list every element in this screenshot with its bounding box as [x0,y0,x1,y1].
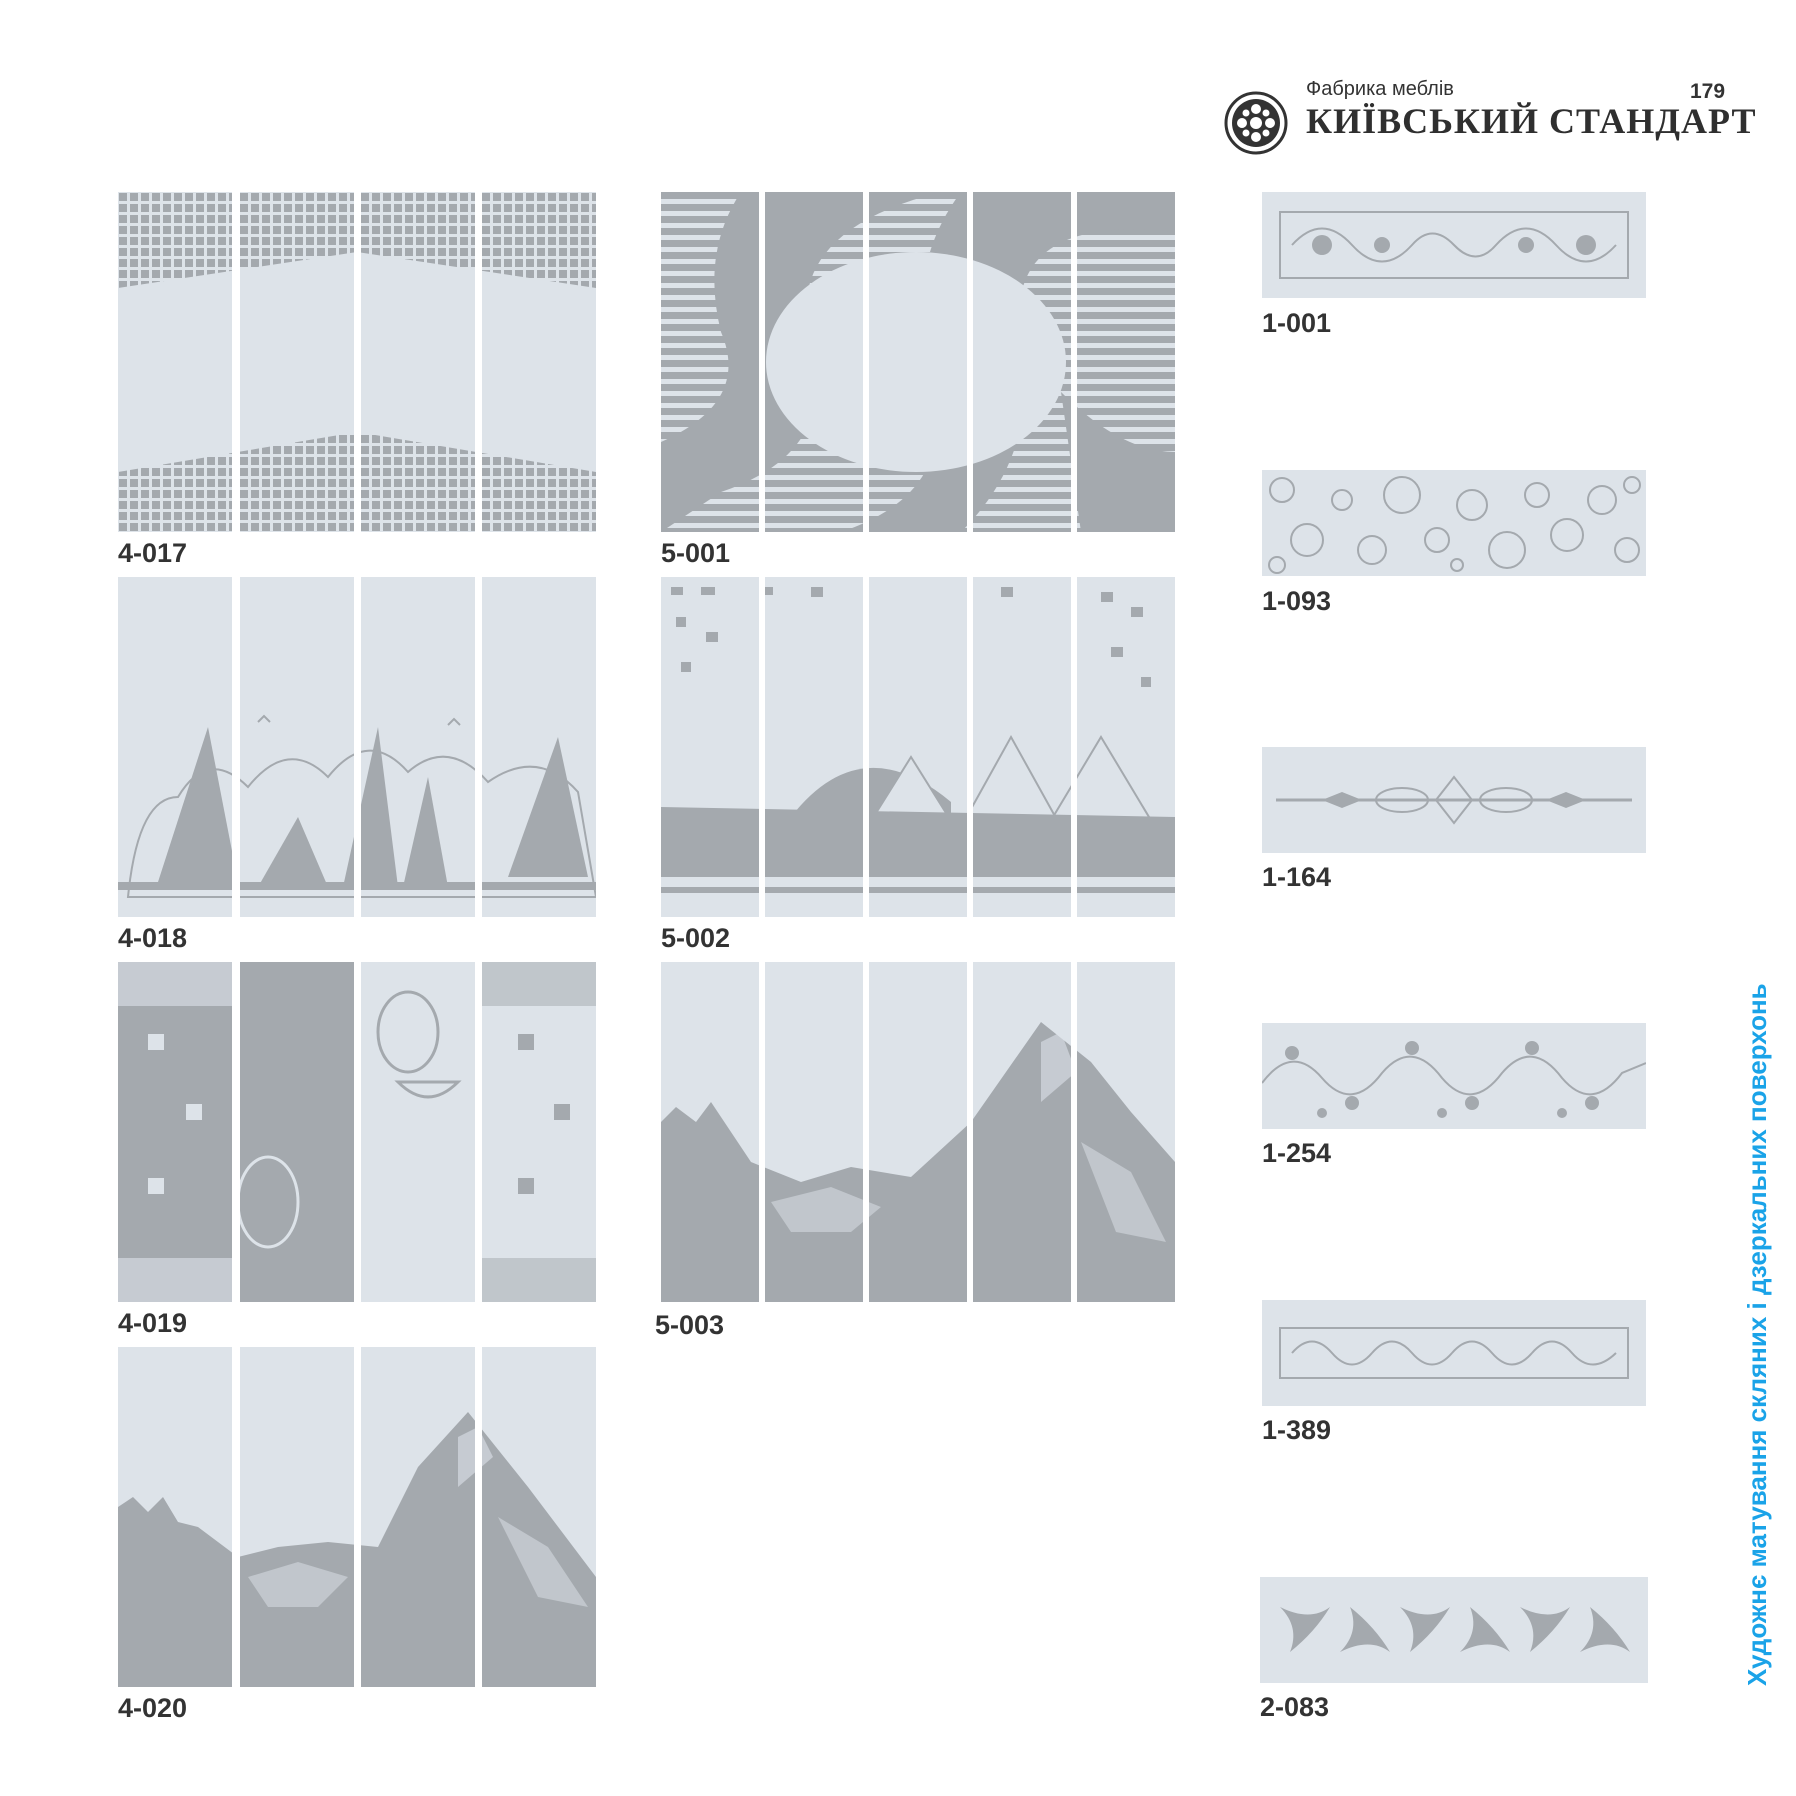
design-5-002[interactable] [661,577,1175,917]
floral-vine-icon [1262,1023,1646,1129]
design-code: 5-001 [661,538,731,568]
border-2-083[interactable] [1260,1577,1648,1683]
border-code: 1-001 [1262,308,1332,338]
border-1-093[interactable] [1262,470,1646,576]
wave-stripes-icon [661,192,1175,532]
design-4-020[interactable] [118,1347,596,1687]
border-code: 1-093 [1262,586,1332,616]
border-1-164[interactable] [1262,747,1646,853]
tribal-ornament-icon [1260,1577,1648,1683]
pyramids-icon [661,577,1175,917]
section-title: Художнє матування скляних і дзеркальних поверхонь [1742,983,1772,1686]
brand-name: КИЇВСЬКИЙ СТАНДАРТ [1306,101,1757,141]
grid-squares-icon [118,192,596,532]
bubbles-icon [1262,470,1646,576]
page-number: 179 [1690,80,1726,103]
design-code: 5-003 [655,1310,725,1340]
design-5-001[interactable] [661,192,1175,532]
design-code: 4-020 [118,1693,188,1723]
logo-icon [1224,91,1288,155]
border-code: 1-254 [1262,1138,1332,1168]
design-4-019[interactable] [118,962,596,1302]
design-code: 4-017 [118,538,188,568]
border-code: 1-389 [1262,1415,1332,1445]
design-code: 5-002 [661,923,731,953]
mountain-icon [118,1347,596,1687]
mountain-icon [661,962,1175,1302]
brand-subtitle: Фабрика меблів [1306,78,1454,100]
border-1-001[interactable] [1262,192,1646,298]
border-code: 2-083 [1260,1692,1330,1722]
design-code: 4-018 [118,923,188,953]
design-4-018[interactable] [118,577,596,917]
border-code: 1-164 [1262,862,1332,892]
diamond-ornament-icon [1262,747,1646,853]
leaf-scroll-icon [1262,1300,1646,1406]
design-5-003[interactable] [661,962,1175,1302]
amphora-icon [118,962,596,1302]
border-1-254[interactable] [1262,1023,1646,1129]
sailboats-icon [118,577,596,917]
scroll-ornament-icon [1262,192,1646,298]
border-1-389[interactable] [1262,1300,1646,1406]
design-code: 4-019 [118,1308,188,1338]
design-4-017[interactable] [118,192,596,532]
